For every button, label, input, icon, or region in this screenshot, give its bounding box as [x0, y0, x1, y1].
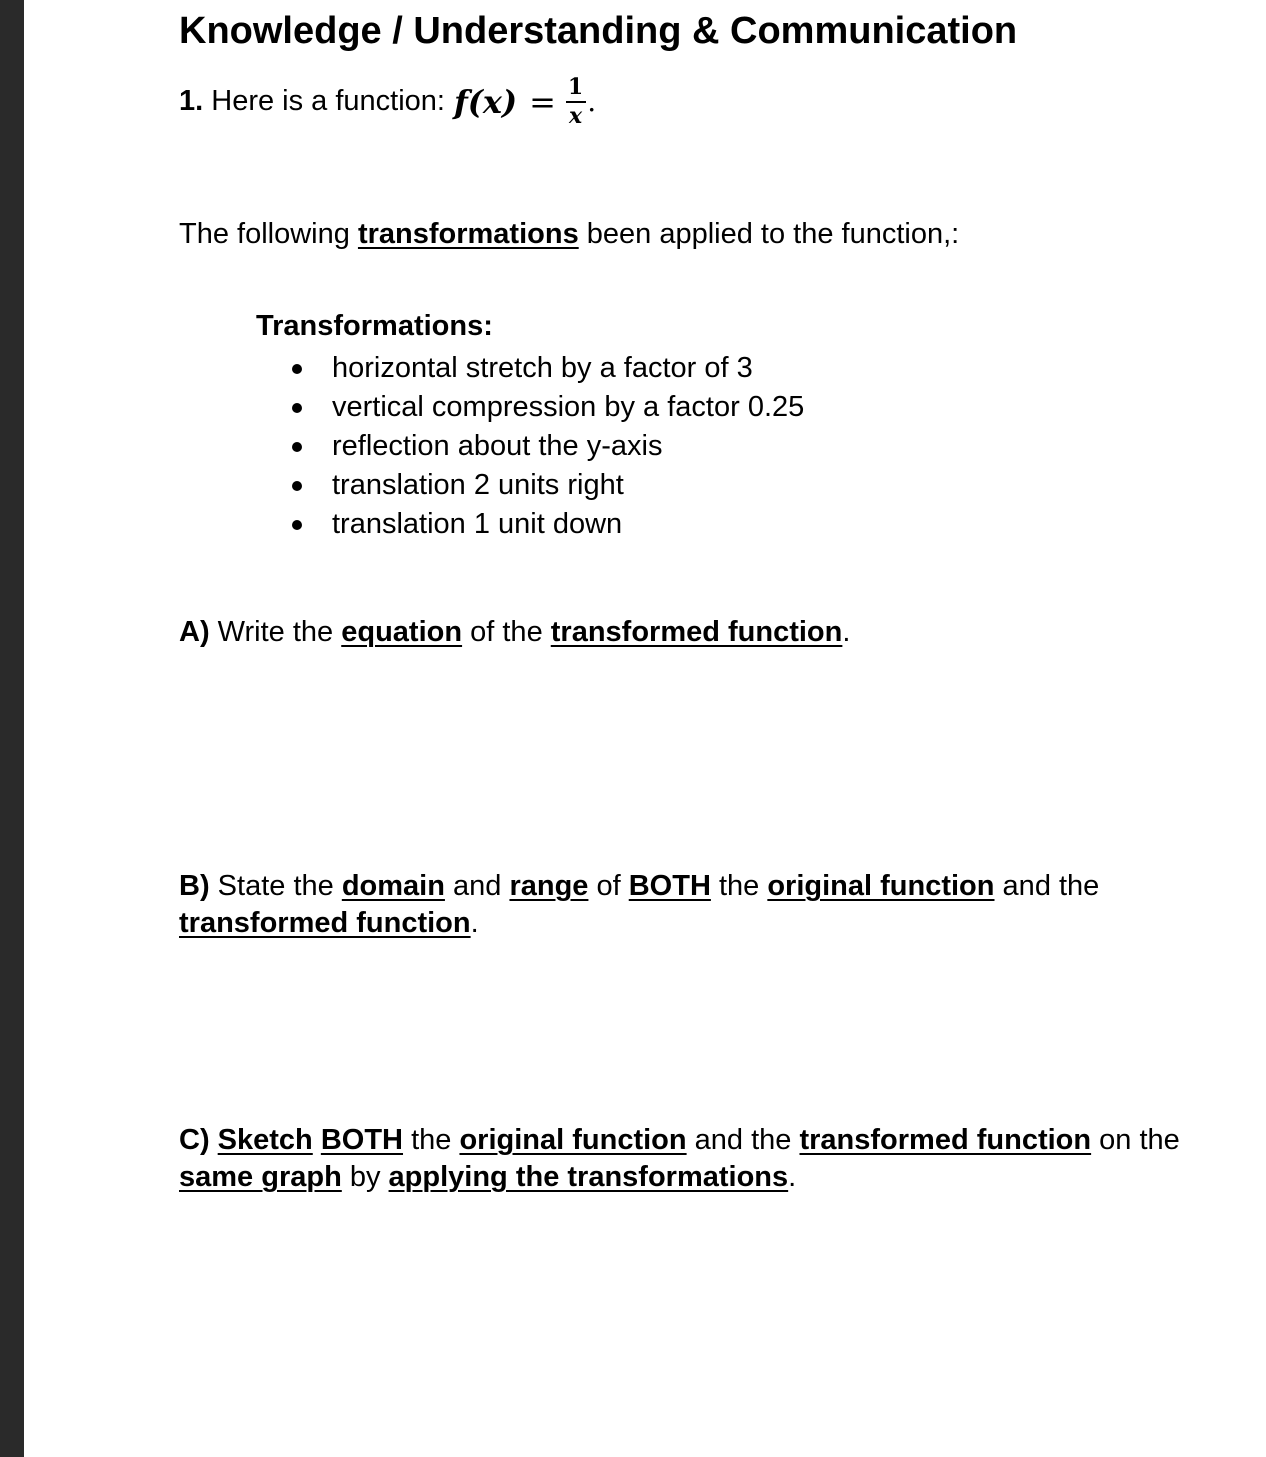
question-number: 1.: [179, 85, 204, 117]
function-name: f(x): [453, 82, 518, 121]
list-item: [256, 466, 804, 505]
document-page: [24, 0, 1266, 1457]
intro-sentence: [179, 218, 959, 251]
part-c: [179, 1122, 1239, 1196]
transformations-list: [256, 349, 804, 544]
part-a-text: of the: [462, 616, 551, 648]
part-a: [179, 614, 1239, 651]
list-item: [256, 505, 804, 544]
list-item: [256, 388, 804, 427]
part-b-text: of: [588, 870, 629, 902]
list-item-text: vertical compression by a factor 0.25: [332, 391, 805, 423]
function-equation: [454, 76, 596, 127]
part-b-text: and: [444, 870, 510, 902]
keyword-domain: domain: [341, 870, 445, 902]
keyword-original-function: original function: [459, 1124, 687, 1156]
keyword-transformed-function: transformed function: [550, 616, 843, 648]
list-item-text: horizontal stretch by a factor of 3: [332, 352, 753, 384]
part-b-text: State the: [209, 870, 342, 902]
keyword-applying-transformations: applying the transformations: [388, 1161, 789, 1193]
part-b-text: and the: [994, 870, 1100, 902]
intro-keyword: transformations: [357, 218, 579, 250]
bullet-icon: [292, 403, 302, 413]
bullet-icon: [292, 520, 302, 530]
bullet-icon: [292, 364, 302, 374]
keyword-range: range: [509, 870, 589, 902]
keyword-equation: equation: [341, 616, 463, 648]
page-title: Knowledge / Understanding & Communication: [179, 10, 1018, 52]
part-c-text: by: [341, 1161, 389, 1193]
part-a-text: .: [842, 616, 851, 648]
list-item-text: translation 1 unit down: [332, 508, 623, 540]
keyword-same-graph: same graph: [179, 1161, 342, 1193]
transformations-section: [256, 310, 804, 544]
bullet-icon: [292, 442, 302, 452]
transformations-title: Transformations:: [256, 310, 493, 342]
part-b: [179, 868, 1239, 942]
left-panel-edge: [0, 0, 24, 1457]
part-c-text: on the: [1091, 1124, 1180, 1156]
intro-after: been applied to the function,:: [586, 218, 960, 250]
part-b-text: the: [710, 870, 768, 902]
part-a-label: A): [179, 616, 210, 648]
list-item: [256, 427, 804, 466]
fraction: [565, 76, 586, 127]
keyword-both: BOTH: [628, 870, 711, 902]
part-a-text: Write the: [209, 616, 342, 648]
list-item-text: translation 2 units right: [332, 469, 624, 501]
part-c-text: .: [788, 1161, 797, 1193]
keyword-transformed-function: transformed function: [179, 907, 471, 939]
part-b-label: B): [179, 870, 210, 902]
equals-sign: =: [529, 82, 556, 121]
keyword-original-function: original function: [767, 870, 995, 902]
part-b-text: .: [470, 907, 479, 939]
part-c-label: C): [179, 1124, 210, 1156]
intro-before: The following: [179, 218, 350, 250]
part-c-text: and the: [686, 1124, 800, 1156]
fraction-numerator: 1: [567, 74, 584, 100]
keyword-both: BOTH: [320, 1124, 404, 1156]
keyword-transformed-function: transformed function: [799, 1124, 1092, 1156]
list-item: [256, 349, 804, 388]
list-item-text: reflection about the y-axis: [332, 430, 663, 462]
bullet-icon: [292, 481, 302, 491]
keyword-sketch: Sketch: [217, 1124, 313, 1156]
question-text: Here is a function:: [211, 85, 445, 117]
fraction-denominator: x: [569, 103, 583, 129]
question-1: [179, 76, 596, 127]
equation-period: .: [587, 85, 597, 118]
part-c-text: the: [403, 1124, 460, 1156]
